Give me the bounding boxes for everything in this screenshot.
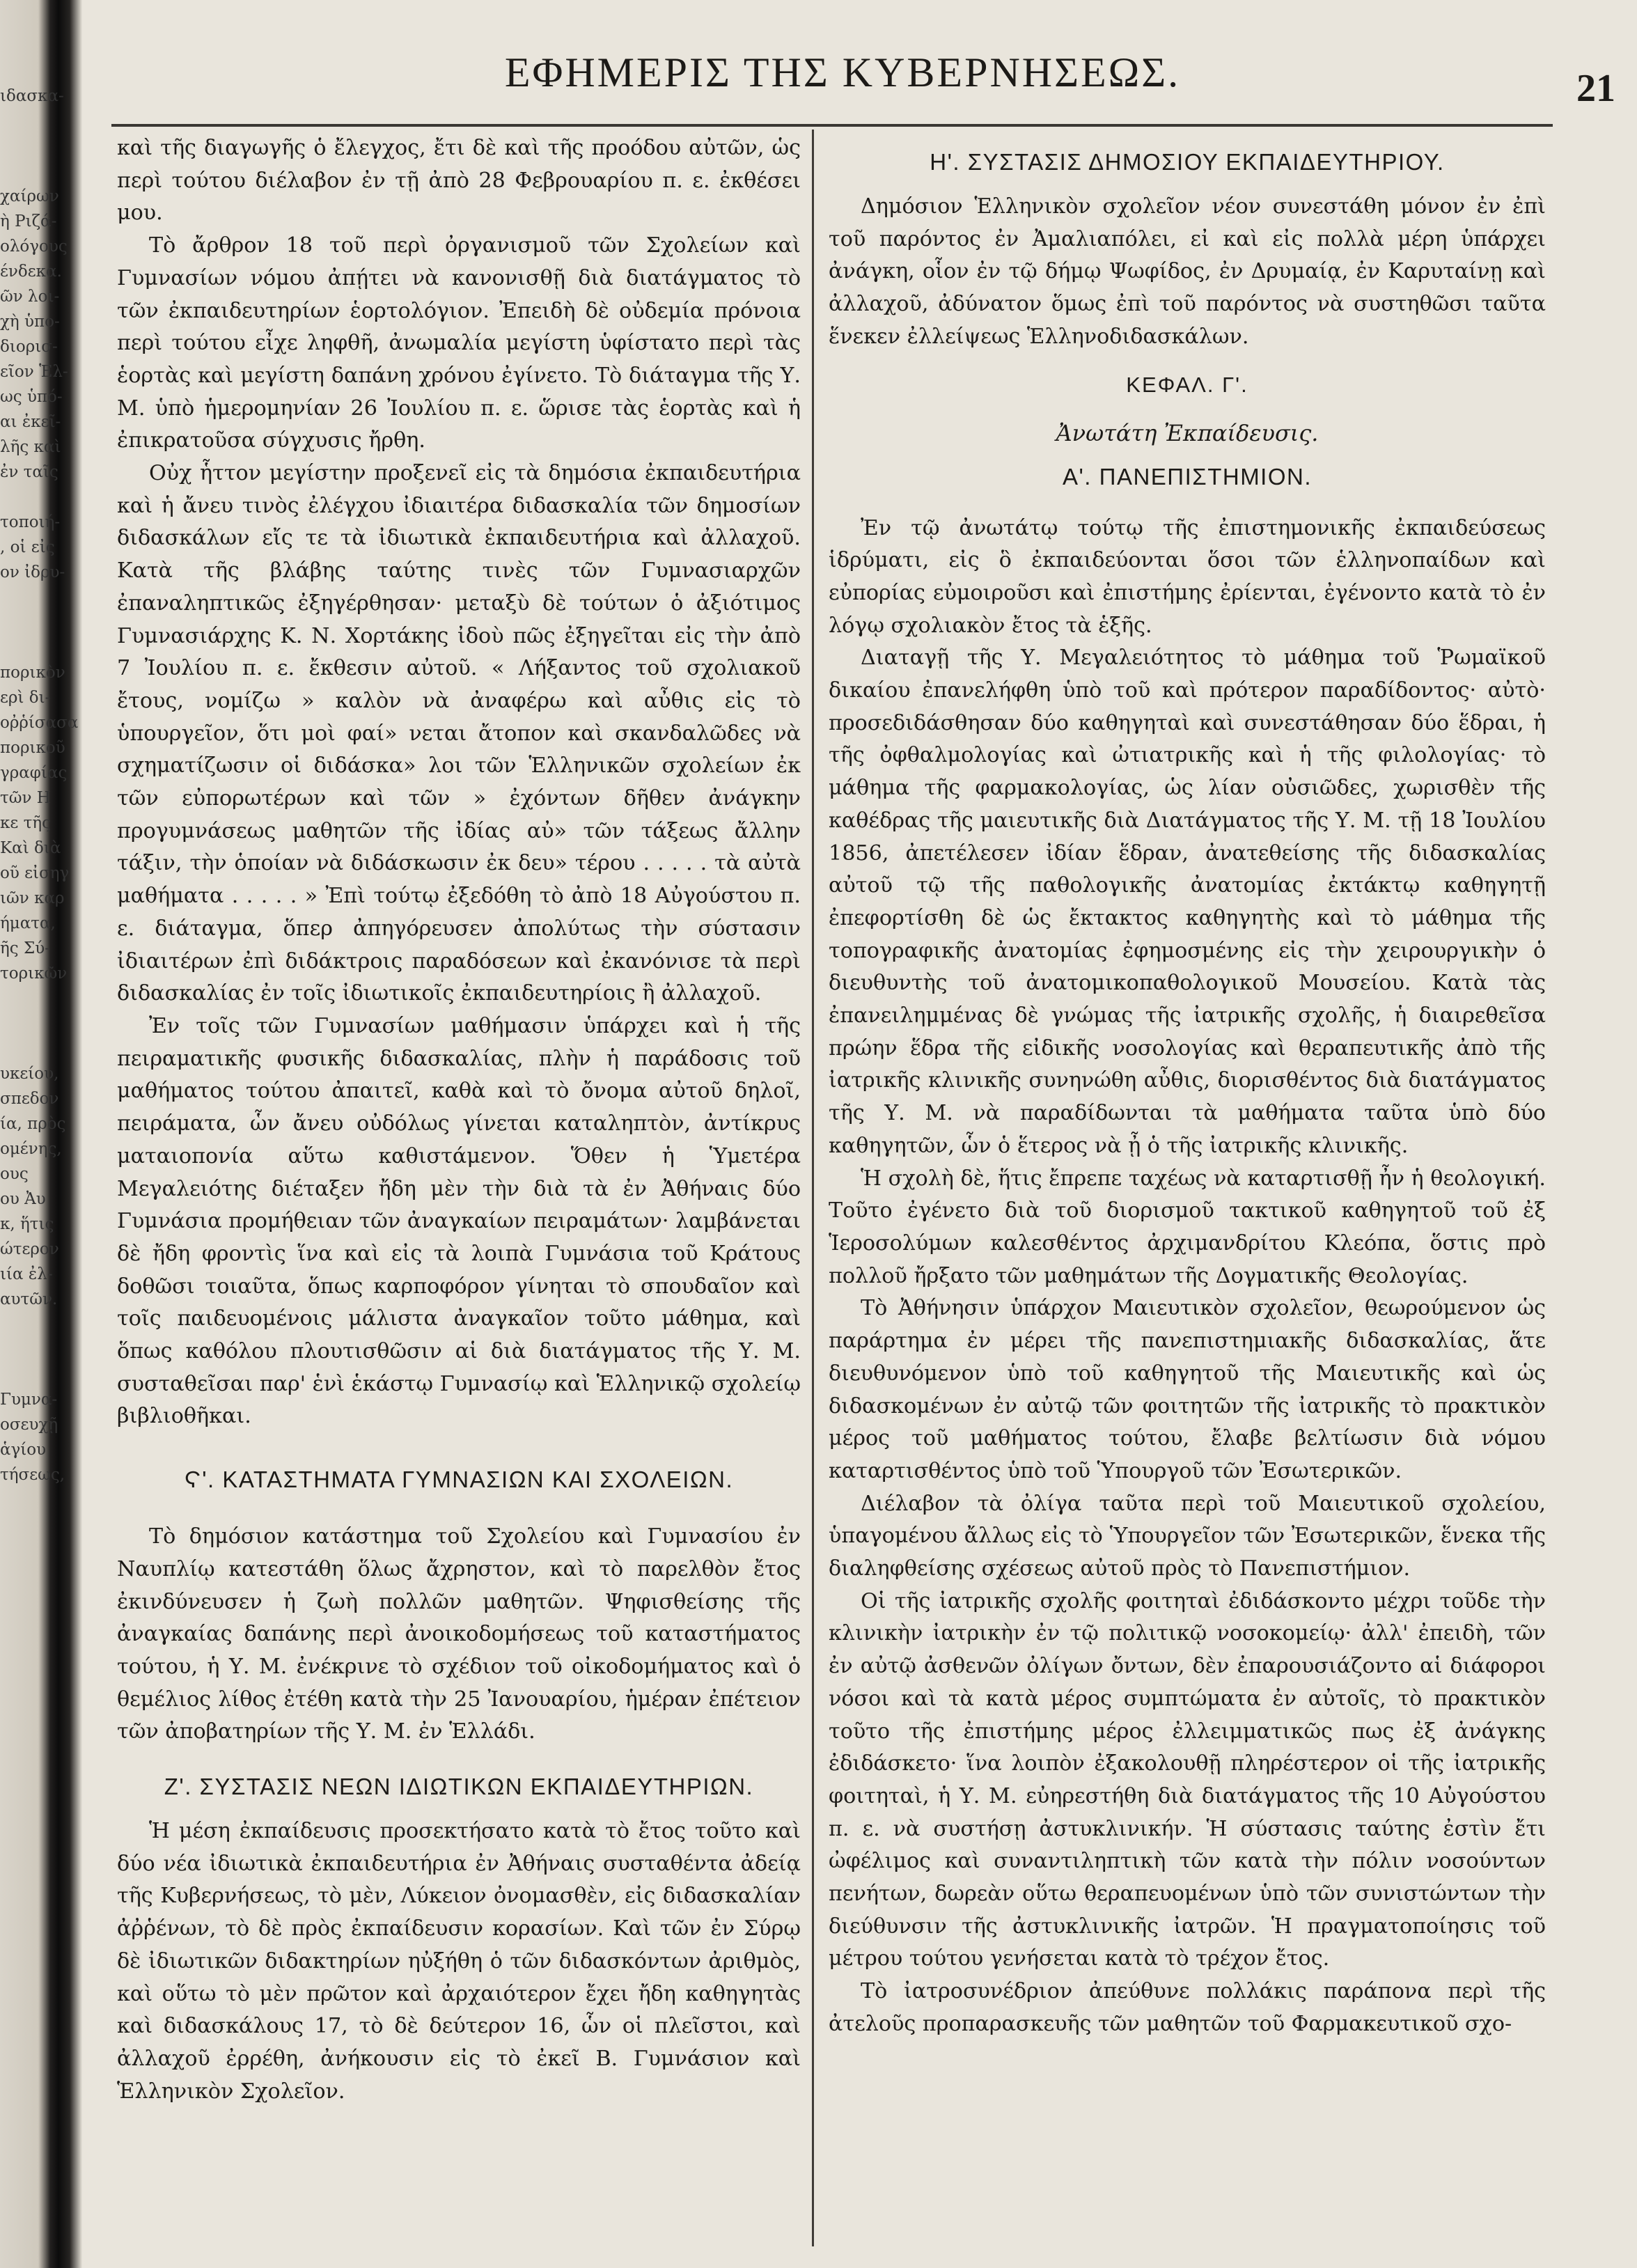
fragment-line — [0, 1362, 47, 1387]
fragment-line: ον ἰδρυ- — [0, 563, 65, 581]
fragment-line: τήσεως, — [0, 1466, 65, 1484]
paragraph: Διαταγῇ τῆς Υ. Μεγαλειότητος τὸ μάθημα τοῦ Ῥωμαϊκοῦ δικαίου ἐπανελήφθη ὑπὸ τοῦ καὶ πρότερον παραδίδοντος· αὐτὸ· προσεδιδάσθησαν δύο καθηγηταὶ καὶ συνεστάθησαν δύο ἕδραι, ἡ τῆς ὀφθαλμολογίας καὶ ὠτιατρικῆς καὶ ἡ τῆς φιλολογίας· τὸ μάθημα τῆς φαρμακολογίας, ὡς λίαν οὐσιῶδες, χωρισθὲν τῆς καθέδρας τῆς μαιευτικῆς διὰ Διατάγματος τῆς Υ. Μ. τῇ 18 Ἰουλίου 1856, ἀπετέλεσεν ἰδίαν ἕδραν, ἀνατεθείσης τῆς διδασκαλίας αὐτοῦ τῷ τῆς παθολογικῆς ἀνατομίας ἐκτάκτῳ καθηγητῇ ἐπεφορτίσθη δὲ ὡς ἔκτακτος καθηγητὴς καὶ τὸ μάθημα τῆς τοπογραφικῆς ἀνατομίας ἐφημοσμένης εἰς τὴν χειρουργικὴν ὁ διευθυντὴς τοῦ ἀνατομικοπαθολογικοῦ Μουσείου. Κατὰ τὰς ἐπανειλημμένας δὲ γνώμας τῆς ἰατρικῆς σχολῆς, ἡ διαιρεθεῖσα πρώην ἕδρα τῆς εἰδικῆς νοσολογίας καὶ θεραπευτικῆς ἀπὸ τῆς ἰατρικῆς κλινικῆς συνηνώθη αὖθις, διορισθέντος διὰ διατάγματος τῆς Υ. Μ. νὰ παραδίδωνται τὰ μαθήματα ταῦτα ὑπὸ δύο καθηγητῶν, ὧν ὁ ἕτερος νὰ ᾖ ὁ τῆς ἰατρικῆς κλινικῆς. — [829, 646, 1546, 1158]
masthead: ΕΦΗΜΕΡΙΣ ΤΗΣ ΚΥΒΕΡΝΗΣΕΩΣ. — [504, 49, 1181, 95]
page-header — [91, 0, 1615, 115]
paragraph: Τὸ ἰατροσυνέδριον ἀπεύθυνε πολλάκις παράπονα περὶ τῆς ἀτελοῦς προπαρασκευῆς τῶν μαθητῶν τοῦ Φαρμακευτικοῦ σχο- — [829, 1979, 1546, 2036]
chapter-subtitle: Ἀνωτάτη Ἐκπαίδευσις. — [1056, 419, 1319, 446]
fragment-line: γραφίας — [0, 764, 68, 782]
fragment-line: τῶν Η — [0, 789, 51, 807]
fragment-line: ως ὑπό- — [0, 388, 63, 406]
fragment-line: εῖον Ἑλ- — [0, 363, 68, 381]
paragraph: Τὸ ἄρθρον 18 τοῦ περὶ ὀργανισμοῦ τῶν Σχολείων καὶ Γυμνασίων νόμου ἀπῄτει νὰ κανονισθῇ διὰ διατάγματος τὸ τῶν ἐκπαιδευτηρίων ἑορτολόγιον. Ἐπειδὴ δὲ οὐδεμία πρόνοια περὶ τούτου εἶχε ληφθῆ, ἀνωμαλία μεγίστη ὑφίστατο περὶ τὰς ἑορτὰς καὶ μεγίστη δαπάνη χρόνου ἐγίνετο. Τὸ διάταγμα τῆς Υ. Μ. ὑπὸ ἡμερομηνίαν 26 Ἰουλίου π. ε. ὥρισε τὰς ἑορτὰς καὶ ἡ ἐπικρατοῦσα σύγχυσις ἤρθη. — [117, 233, 801, 453]
fragment-line: ῶν λοι- — [0, 288, 60, 306]
fragment-line — [0, 635, 47, 660]
fragment-line: οσευχῇ — [0, 1416, 58, 1434]
section-heading: Ζ'. ΣΥΣΤΑΣΙΣ ΝΕΩΝ ΙΔΙΩΤΙΚΩΝ ΕΚΠΑΙΔΕΥΤΗΡΙΩΝ. — [164, 1774, 754, 1800]
paragraph: Οὐχ ἧττον μεγίστην προξενεῖ εἰς τὰ δημόσια ἐκπαιδευτήρια καὶ ἡ ἄνευ τινὸς ἐλέγχου ἰδιαιτέρα διδασκαλία τῶν δημοσίων διδασκάλων εἴς τε τὰ ἰδιωτικὰ ἐκπαιδευτήρια καὶ ἀλλαχοῦ. Κατὰ τῆς βλάβης ταύτης τινὲς τῶν Γυμνασιαρχῶν ἐπαναληπτικῶς ἐξηγέρθησαν· μεταξὺ δὲ τούτων ὁ ἀξιότιμος Γυμνασιάρχης Κ. Ν. Χορτάκης ἰδοὺ πῶς ἐξηγεῖται εἰς τὴν ἀπὸ 7 Ἰουλίου π. ε. ἔκθεσιν αὐτοῦ. « Λήξαντος τοῦ σχολιακοῦ ἔτους, νομίζω » καλὸν νὰ ἀναφέρω καὶ αὖθις εἰς τὸ ὑπουργεῖον, ὅτι μοὶ φαί» νεται ἄτοπον καὶ σκανδαλῶδες νὰ σχηματίζωσιν οἱ διδάσκα» λοι τῶν Ἑλληνικῶν σχολείων ἐκ τῶν εὐπορωτέρων καὶ τῶν » ἐχόντων δῆθεν ἀνάγκην προγυμνάσεως μαθητῶν τῆς ἰδίας αὐ» τῶν τάξεως ἄλλην τάξιν, τὴν ὁποίαν νὰ διδάσκωσιν ἐκ δευ» τέρου . . . . . τὰ αὐτὰ μαθήματα . . . . . » Ἐπὶ τούτῳ ἐξεδόθη τὸ ἀπὸ 18 Αὐγούστου π. ε. διάταγμα, ὅπερ ἀπηγόρευσεν ἀπολύτως τὴν σύστασιν ἰδιαιτέρων ἐπὶ διδάκτροις παραδόσεων καὶ ἐκανόνισε τὰ περὶ διδασκαλίας ἐν τοῖς ἰδιωτικοῖς ἐκπαιδευτηρίοις ἢ ἀλλαχοῦ. — [117, 461, 801, 1006]
fragment-line: ολόγους — [0, 237, 68, 256]
fragment-line: ιδασκα- — [0, 87, 64, 105]
fragment-line: τοποιή- — [0, 513, 61, 531]
fragment-line: ου Ἀυ — [0, 1190, 46, 1208]
fragment-line — [0, 485, 47, 510]
section-heading: Η'. ΣΥΣΤΑΣΙΣ ΔΗΜΟΣΙΟΥ ΕΚΠΑΙΔΕΥΤΗΡΙΟΥ. — [930, 149, 1445, 175]
fragment-line: ήματα, — [0, 914, 56, 932]
fragment-line: πορικοῦ — [0, 739, 65, 757]
fragment-line: ἐν ταῖς — [0, 463, 58, 481]
column-divider — [812, 130, 814, 2246]
fragment-line: υκείου, — [0, 1065, 59, 1083]
paragraph: Ἐν τῷ ἀνωτάτῳ τούτῳ τῆς ἐπιστημονικῆς ἐκπαιδεύσεως ἱδρύματι, εἰς ὃ ἐκπαιδεύονται ὅσοι τῶν ἑλληνοπαίδων καὶ εὐπορίας εὐμοιροῦσι καὶ ἐπιστήμης ἐρίενται, ἐγένοντο κατὰ τὸ ἐν λόγῳ σχολιακὸν ἔτος τὰ ἑξῆς. — [829, 515, 1546, 638]
fragment-line: κε τῆς — [0, 814, 51, 832]
fragment-line — [0, 1337, 47, 1362]
fragment-line: οῤῥίσασα — [0, 714, 79, 732]
fragment-line: , οἱ εἰς — [0, 538, 55, 556]
header-rule — [111, 124, 1553, 127]
fragment-line: αι ἐκεῖ- — [0, 413, 61, 431]
fragment-line — [0, 1036, 47, 1061]
paragraph: καὶ τῆς διαγωγῆς ὁ ἔλεγχος, ἔτι δὲ καὶ τῆς προόδου αὐτῶν, ὡς περὶ τούτου διέλαβον ἐν τῇ ἀπὸ 28 Φεβρουαρίου π. ε. ἐκθέσει μου. — [117, 136, 801, 226]
previous-page-fragment — [0, 84, 79, 2242]
fragment-line: αυτῶν. — [0, 1290, 58, 1308]
paragraph: Διέλαβον τὰ ὀλίγα ταῦτα περὶ τοῦ Μαιευτικοῦ σχολείου, ὑπαγομένου ἄλλως εἰς τὸ Ὑπουργεῖον τῶν Ἐσωτερικῶν, ἕνεκα τῆς διαληφθείσης σχέσεως αὐτοῦ πρὸς τὸ Πανεπιστήμιον. — [829, 1491, 1546, 1581]
section-heading: Α'. ΠΑΝΕΠΙΣΤΗΜΙΟΝ. — [1062, 463, 1313, 490]
fragment-line: ερὶ δι- — [0, 689, 51, 707]
fragment-line — [0, 159, 47, 184]
page-number: 21 — [1576, 67, 1615, 110]
fragment-line — [0, 134, 47, 159]
paragraph: Ἐν τοῖς τῶν Γυμνασίων μαθήμασιν ὑπάρχει καὶ ἡ τῆς πειραματικῆς φυσικῆς διδασκαλίας, πλὴν ἡ παράδοσις τοῦ μαθήματος τούτου ἀπαιτεῖ, καθὰ καὶ τὸ ὄνομα αὐτοῦ δηλοῖ, πειράματα, ὧν ἄνευ οὐδόλως γίνεται καταληπτὸν, ἀντίκρυς ματαιοπονία αὕτω καθιστάμενον. Ὅθεν ἡ Ὑμετέρα Μεγαλειότης διέταξεν ἤδη μὲν τὴν διὰ τὰ ἐν Ἀθήναις δύο Γυμνάσια προμήθειαν τῶν ἀναγκαίων πειραμάτων· λαμβάνεται δὲ ἤδη φροντὶς ἵνα καὶ εἰς τὰ λοιπὰ Γυμνάσια τοῦ Κράτους δοθῶσι τοιαῦτα, ὅπως καρποφόρον γίνηται τὸ σπουδαῖον καὶ τοῖς παιδευομένοις μάλιστα ἀναγκαῖον τοῦτο μάθημα, καὶ ὅπως καθόλου πλουτισθῶσιν αἱ διὰ διατάγματος τῆς Υ. Μ. συσταθεῖσαι παρ' ἑνὶ ἑκάστῳ Γυμνασίῳ καὶ Ἑλληνικῷ σχολείῳ βιβλιοθῆκαι. — [117, 1013, 801, 1429]
paragraph: Τὸ Ἀθήνησιν ὑπάρχον Μαιευτικὸν σχολεῖον, θεωρούμενον ὡς παράρτημα ἐν μέρει τῆς πανεπιστημιακῆς διδασκαλίας, ἅτε διευθυνόμενον ὑπὸ τοῦ καθηγητοῦ τῆς Μαιευτικῆς καὶ ὡς διδασκομένων ἐν αὐτῷ τῶν φοιτητῶν τῆς ἰατρικῆς τὸ πρακτικὸν μέρος τοῦ μαθήματος τούτου, ἔλαβε βελτίωσιν διὰ νόμου καταρτισθέντος ὑπὸ τοῦ Ὑπουργοῦ τῶν Ἐσωτερικῶν. — [829, 1296, 1546, 1483]
fragment-line: ῆς Σύ- — [0, 939, 50, 957]
fragment-line: ους — [0, 1165, 29, 1183]
fragment-line: ομένης, — [0, 1140, 62, 1158]
fragment-line: οῦ εἰσηγ — [0, 864, 70, 882]
fragment-line: ώτερον — [0, 1240, 59, 1258]
fragment-line: ιία ἐλ- — [0, 1265, 53, 1283]
chapter-heading: ΚΕΦΑΛ. Γ'. — [1126, 372, 1248, 397]
section-heading: Ϛ'. ΚΑΤΑΣΤΗΜΑΤΑ ΓΥΜΝΑΣΙΩΝ ΚΑΙ ΣΧΟΛΕΙΩΝ. — [184, 1467, 734, 1493]
fragment-line — [0, 585, 47, 610]
paragraph: Ἡ σχολὴ δὲ, ἥτις ἔπρεπε ταχέως νὰ καταρτισθῇ ἦν ἡ θεολογική. Τοῦτο ἐγένετο διὰ τοῦ διορισμοῦ τακτικοῦ καθηγητοῦ τοῦ ἐξ Ἱεροσολύμων καλεσθέντος ἀρχιμανδρίτου Κλεόπα, ὅστις πρὸ πολλοῦ ἤρξατο τῶν μαθημάτων τῆς Δογματικῆς Θεολογίας. — [829, 1166, 1546, 1288]
paragraph: Ἡ μέση ἐκπαίδευσις προσεκτήσατο κατὰ τὸ ἔτος τοῦτο καὶ δύο νέα ἰδιωτικὰ ἐκπαιδευτήρια ἐν Ἀθήναις συσταθέντα ἀδείᾳ τῆς Κυβερνήσεως, τὸ μὲν, Λύκειον ὀνομασθὲν, εἰς διδασκαλίαν ἀῤῥένων, τὸ δὲ πρὸς ἐκπαίδευσιν κορασίων. Καὶ τῶν ἐν Σύρῳ δὲ ἰδιωτικῶν διδακτηρίων ηὐξήθη ὁ τῶν διδασκόντων ἀριθμὸς, καὶ οὕτω τὸ μὲν πρῶτον καὶ ἀρχαιότερον ἔχει ἤδη καθηγητὰς καὶ διδασκάλους 17, τὸ δὲ δεύτερον 16, ὧν οἱ πλεῖστοι, καὶ ἀλλαχοῦ ἐρρέθη, ἀνήκουσιν εἰς τὸ ἐκεῖ Β. Γυμνάσιον καὶ Ἑλληνικὸν Σχολεῖον. — [117, 1819, 801, 2104]
fragment-line: διορισ- — [0, 338, 58, 356]
fragment-line — [0, 1312, 47, 1337]
fragment-line: κ, ἥτις — [0, 1215, 54, 1233]
fragment-line: σπεδον — [0, 1090, 59, 1108]
paragraph: Τὸ δημόσιον κατάστημα τοῦ Σχολείου καὶ Γυμνασίου ἐν Ναυπλίῳ κατεστάθη ὅλως ἄχρηστον, καὶ τὸ παρελθὸν ἔτος ἐκινδύνευσεν ἡ ζωὴ πολλῶν μαθητῶν. Ψηφισθείσης τῆς ἀναγκαίας δαπάνης περὶ ἀνοικοδομήσεως τοῦ καταστήματος τούτου, ἡ Υ. Μ. ἐνέκρινε τὸ σχέδιον τοῦ οἰκοδομήματος καὶ ὁ θεμέλιος λίθος ἐτέθη κατὰ τὴν 25 Ἰανουαρίου, ἡμέραν ἐπέτειον τῶν ἀποβατηρίων τῆς Υ. Μ. ἐν Ἑλλάδι. — [117, 1524, 801, 1744]
fragment-line — [0, 610, 47, 635]
right-column — [829, 132, 1546, 2254]
fragment-line: τορικῶν — [0, 964, 68, 983]
fragment-line: ένδεκα. — [0, 263, 62, 281]
fragment-line — [0, 109, 47, 134]
fragment-line — [0, 1011, 47, 1036]
fragment-line: Γυμνα- — [0, 1391, 58, 1409]
fragment-line: ὴ Ριζά- — [0, 212, 57, 230]
paragraph: Οἱ τῆς ἰατρικῆς σχολῆς φοιτηταὶ ἐδιδάσκοντο μέχρι τοῦδε τὴν κλινικὴν ἰατρικὴν ἐν τῷ πολιτικῷ νοσοκομείῳ· ἀλλ' ἐπειδὴ, τῶν ἐν αὐτῷ ἀσθενῶν ὀλίγων ὄντων, δὲν ἐπαρουσιάζοντο αἱ διάφοροι νόσοι καὶ τὰ κατὰ μέρος συμπτώματα ἐν αὐτοῖς, τὸ πρακτικὸν τοῦτο τῆς ἐπιστήμης μέρος ἐλλειμματικῶς πως ἐξ ἀνάγκης ἐδιδάσκετο· ἵνα λοιπὸν ἐξακολουθῇ πληρέστερον οἱ τῆς ἰατρικῆς φοιτηταὶ, ἡ Υ. Μ. εὐηρεστήθη διὰ διατάγματος τῆς 10 Αὐγούστου π. ε. νὰ συστήσῃ ἀστυκλινικήν. Ἡ σύστασις ταύτης ἐστὶν ἔτι ὠφέλιμος καὶ συναντιληπτικὴ τῶν κατὰ τὴν πόλιν νοσούντων πενήτων, δωρεὰν οὕτω θεραπευομένων ὑπὸ τῶν συνιστώντων τὴν διεύθυνσιν τῆς ἀστυκλινικῆς ἰατρῶν. Ἡ πραγματοποίησις τοῦ μέτρου τούτου γενήσεται κατὰ τὸ τρέχον ἔτος. — [829, 1588, 1546, 1971]
fragment-line: χαίρων — [0, 187, 59, 205]
fragment-line: ιῶν καρ — [0, 889, 65, 907]
fragment-line: Καὶ διὰ — [0, 839, 61, 857]
fragment-line — [0, 986, 47, 1011]
paragraph: Δημόσιον Ἑλληνικὸν σχολεῖον νέον συνεστάθη μόνον ἐν ἐπὶ τοῦ παρόντος ἐν Ἀμαλιαπόλει, εἰ καὶ εἰς πολλὰ μέρη ὑπάρχει ἀνάγκη, οἷον ἐν τῷ δήμῳ Ψωφίδος, ἐν Δρυμαίᾳ, ἐν Καρυταίνῃ καὶ ἀλλαχοῦ, ἀδύνατον ὅμως ἐπὶ τοῦ παρόντος νὰ συστηθῶσι ταῦτα ἕνεκεν ἐλλείψεως Ἑλληνοδιδασκάλων. — [829, 194, 1546, 349]
fragment-line: ἁγίου — [0, 1441, 47, 1459]
fragment-line: χὴ ὑπο- — [0, 313, 60, 331]
fragment-line: ία, πρὸς — [0, 1115, 66, 1133]
fragment-line: λῆς καὶ — [0, 438, 61, 456]
fragment-line: πορικὸν — [0, 664, 65, 682]
left-column — [117, 132, 801, 2254]
